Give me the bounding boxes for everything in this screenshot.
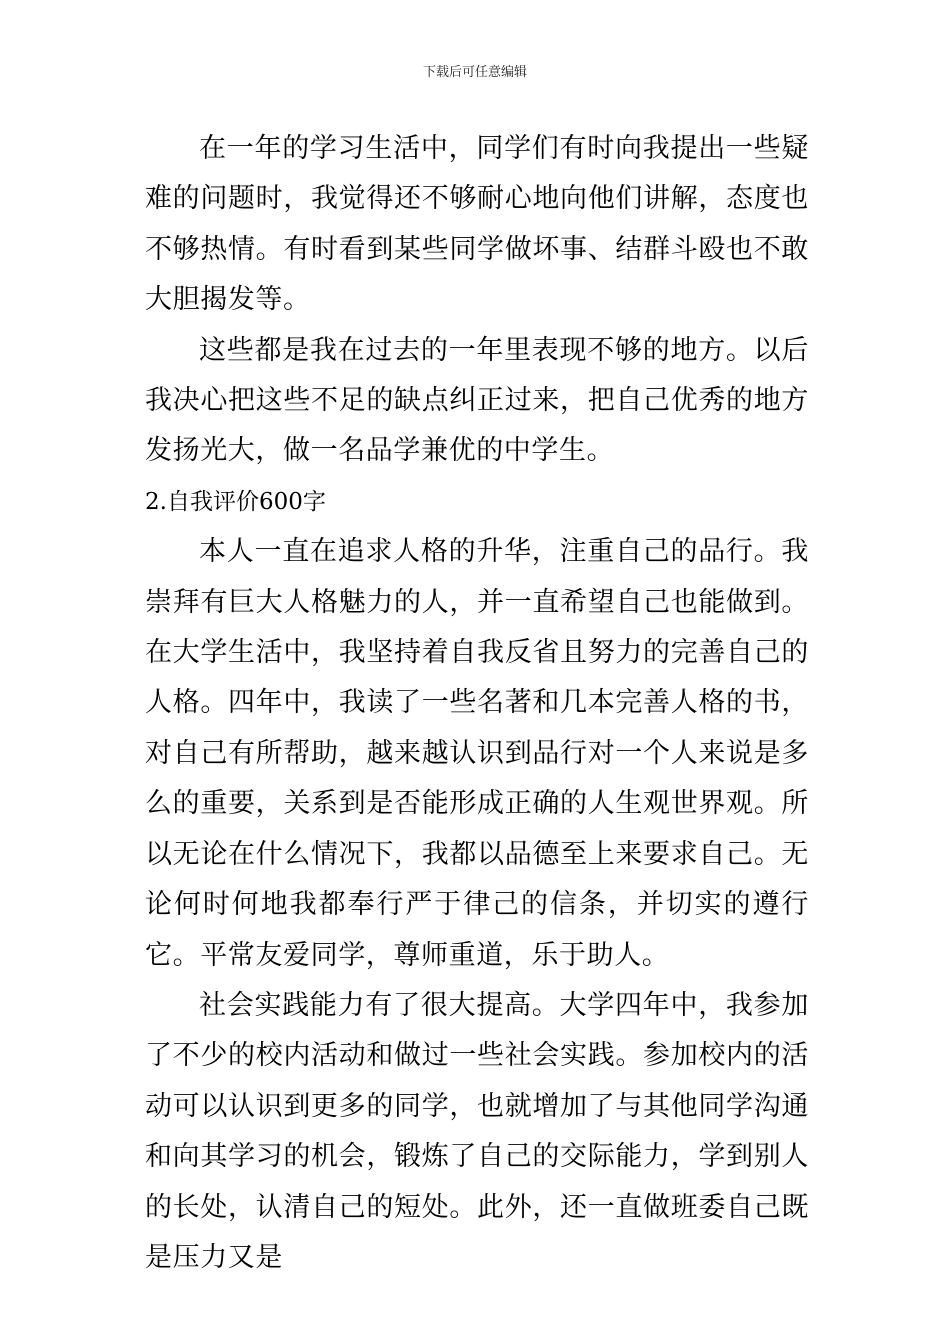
- paragraph-4: 社会实践能力有了很大提高。大学四年中，我参加了不少的校内活动和做过一些社会实践。参加校内的活动可以认识到更多的同学，也就增加了与其他同学沟通和向其学习的机会，锻炼了自己的交际能力，学到别人的长处，认清自己的短处。此外，还一直做班委自己既是压力又是: [145, 989, 809, 1273]
- section-heading: 2.自我评价600字: [145, 488, 326, 515]
- page-header: 下载后可任意编辑: [422, 65, 527, 80]
- document-body: [145, 124, 809, 1283]
- paragraph-2: 这些都是我在过去的一年里表现不够的地方。以后我决心把这些不足的缺点纠正过来，把自己优秀的地方发扬光大，做一名品学兼优的中学生。: [145, 334, 809, 467]
- paragraph-3: 本人一直在追求人格的升华，注重自己的品行。我崇拜有巨大人格魅力的人，并一直希望自己也能做到。在大学生活中，我坚持着自我反省且努力的完善自己的人格。四年中，我读了一些名著和几本完善人格的书，对自己有所帮助，越来越认识到品行对一个人来说是多么的重要，关系到是否能形成正确的人生观世界观。所以无论在什么情况下，我都以品德至上来要求自己。无论何时何地我都奉行严于律己的信条，并切实的遵行它。平常友爱同学，尊师重道，乐于助人。: [145, 536, 809, 971]
- paragraph-1: 在一年的学习生活中，同学们有时向我提出一些疑难的问题时，我觉得还不够耐心地向他们讲解，态度也不够热情。有时看到某些同学做坏事、结群斗殴也不敢大胆揭发等。: [145, 133, 809, 316]
